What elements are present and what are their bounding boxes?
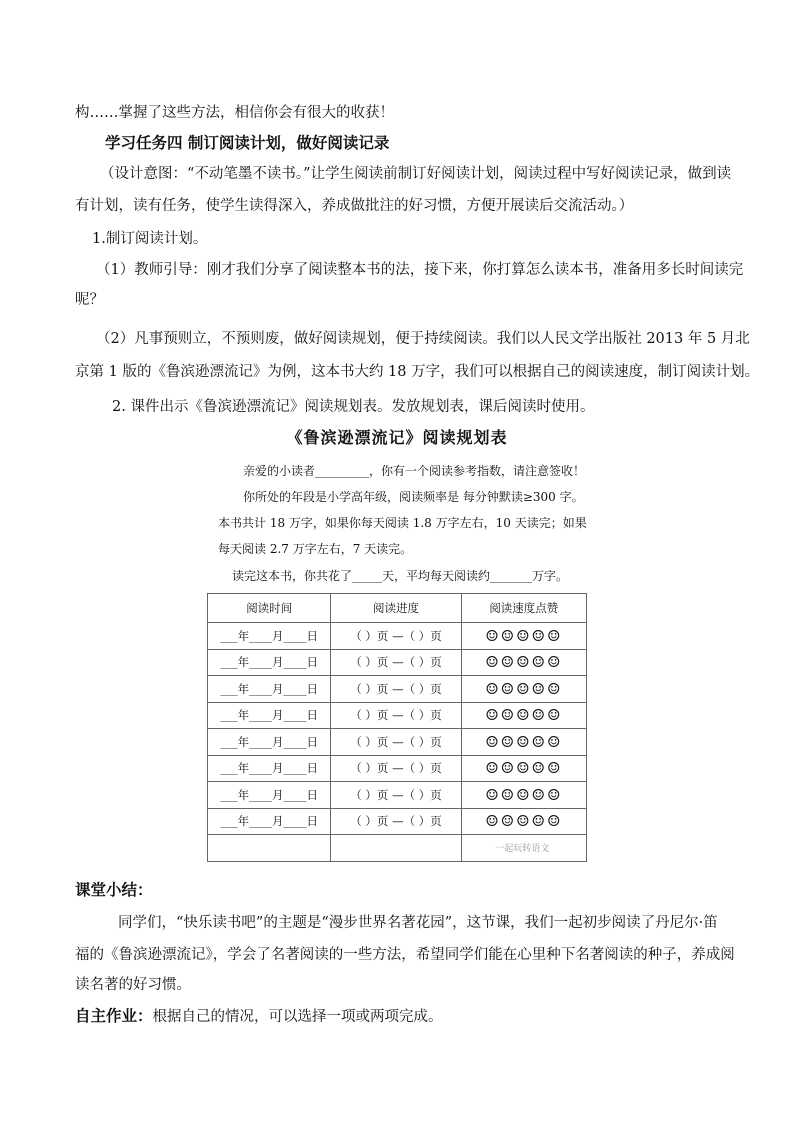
intro-end-text: 构……掌握了这些方法，相信你会有很大的收获！ xyxy=(75,105,394,121)
summary-line2: 福的《鲁滨逊漂流记》，学会了名著阅读的一些方法，希望同学们能在心里种下名著阅读的种子，养成阅 xyxy=(75,947,735,963)
summary-heading: 课堂小结： xyxy=(75,881,153,899)
table-body xyxy=(208,623,587,862)
watermark-cell: 一起玩转语文 xyxy=(461,835,586,862)
progress-cell: （ ）页 —（ ）页 xyxy=(331,808,461,835)
date-cell: ___年____月____日 xyxy=(208,755,331,782)
progress-cell: （ ）页 —（ ）页 xyxy=(331,623,461,650)
homework-text: 根据自己的情况，可以选择一项或两项完成。 xyxy=(152,1009,443,1025)
progress-cell: （ ）页 —（ ）页 xyxy=(331,649,461,676)
date-cell: ___年____月____日 xyxy=(208,702,331,729)
table-row xyxy=(208,729,587,756)
task4-heading: 学习任务四 制订阅读计划，做好阅读记录 xyxy=(105,134,390,152)
table-row xyxy=(208,808,587,835)
date-cell: ___年____月____日 xyxy=(208,729,331,756)
table-row xyxy=(208,676,587,703)
progress-cell: （ ）页 —（ ）页 xyxy=(331,729,461,756)
homework-line xyxy=(75,1006,443,1027)
rating-faces-cell[interactable]: ☺☺☺☺☺ xyxy=(461,702,586,729)
rating-faces-cell[interactable]: ☺☺☺☺☺ xyxy=(461,623,586,650)
progress-cell: （ ）页 —（ ）页 xyxy=(331,702,461,729)
date-cell: ___年____月____日 xyxy=(208,782,331,809)
table-header-row xyxy=(208,594,587,623)
rating-faces-cell[interactable]: ☺☺☺☺☺ xyxy=(461,755,586,782)
reading-plan-table xyxy=(207,593,587,862)
progress-cell: （ ）页 —（ ）页 xyxy=(331,755,461,782)
header-reading-progress: 阅读进度 xyxy=(331,594,461,623)
date-cell: ___年____月____日 xyxy=(208,623,331,650)
plan-line1: 亲爱的小读者_________，你有一个阅读参考指数，请注意签收！ xyxy=(243,464,586,478)
plan-line3: 本书共计 18 万字，如果你每天阅读 1.8 万字左右，10 天读完；如果 xyxy=(218,516,587,530)
design-intent-line1: （设计意图：“不动笔墨不读书。”让学生阅读前制订好阅读计划，阅读过程中写好阅读记录，做到读 xyxy=(100,166,732,182)
rating-faces-cell[interactable]: ☺☺☺☺☺ xyxy=(461,676,586,703)
para2-line2: 京第 1 版的《鲁滨逊漂流记》为例，这本书大约 18 万字，我们可以根据自己的阅读速度，制订阅读计划。 xyxy=(75,364,760,380)
empty-cell xyxy=(208,835,331,862)
summary-line3: 读名著的好习惯。 xyxy=(75,977,191,993)
rating-faces-cell[interactable]: ☺☺☺☺☺ xyxy=(461,729,586,756)
para1-line1: （1）教师引导：刚才我们分享了阅读整本书的法，接下来，你打算怎么读本书，准备用多长时间读完 xyxy=(96,262,744,278)
table-row xyxy=(208,623,587,650)
para1-line2: 呢？ xyxy=(75,292,104,308)
table-row xyxy=(208,702,587,729)
homework-heading: 自主作业： xyxy=(75,1007,153,1025)
progress-cell: （ ）页 —（ ）页 xyxy=(331,782,461,809)
table-row xyxy=(208,755,587,782)
header-speed-rating: 阅读速度点赞 xyxy=(461,594,586,623)
summary-line1: 同学们，“快乐读书吧”的主题是“漫步世界名著花园”，这节课，我们一起初步阅读了丹尼尔·笛 xyxy=(118,915,718,931)
plan-line4: 每天阅读 2.7 万字左右，7 天读完。 xyxy=(218,542,413,556)
table-row-empty xyxy=(208,835,587,862)
plan-line5: 读完这本书，你共花了_____天，平均每天阅读约_______万字。 xyxy=(232,569,569,583)
para2-line1: （2）凡事预则立，不预则废，做好阅读规划，便于持续阅读。我们以人民文学出版社 2013 年 5 月北 xyxy=(96,331,750,347)
step1-text: 1.制订阅读计划。 xyxy=(92,231,208,247)
date-cell: ___年____月____日 xyxy=(208,676,331,703)
date-cell: ___年____月____日 xyxy=(208,808,331,835)
table-row xyxy=(208,782,587,809)
plan-title: 《鲁滨逊漂流记》阅读规划表 xyxy=(286,428,508,447)
progress-cell: （ ）页 —（ ）页 xyxy=(331,676,461,703)
rating-faces-cell[interactable]: ☺☺☺☺☺ xyxy=(461,782,586,809)
rating-faces-cell[interactable]: ☺☺☺☺☺ xyxy=(461,649,586,676)
date-cell: ___年____月____日 xyxy=(208,649,331,676)
rating-faces-cell[interactable]: ☺☺☺☺☺ xyxy=(461,808,586,835)
step2-text: 2. 课件出示《鲁滨逊漂流记》阅读规划表。发放规划表，课后阅读时使用。 xyxy=(112,399,595,415)
header-reading-time: 阅读时间 xyxy=(208,594,331,623)
table-row xyxy=(208,649,587,676)
design-intent-line2: 有计划，读有任务，使学生读得深入，养成做批注的好习惯，方便开展读后交流活动。） xyxy=(75,198,634,214)
plan-line2: 你所处的年段是小学高年级，阅读频率是 每分钟默读≥300 字。 xyxy=(243,490,584,504)
empty-cell xyxy=(331,835,461,862)
